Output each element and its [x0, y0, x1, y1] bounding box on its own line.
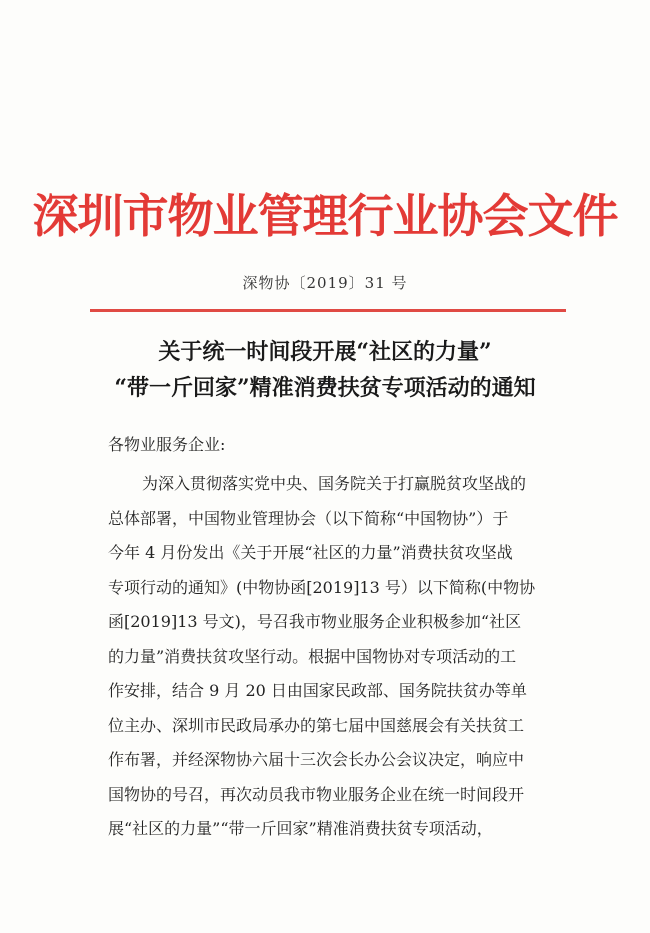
body-line: 为深入贯彻落实党中央、国务院关于打赢脱贫攻坚战的	[142, 474, 527, 493]
body-line: 今年 4 月份发出《关于开展“社区的力量”消费扶贫攻坚战	[108, 543, 513, 562]
body-line: 总体部署，中国物业管理协会（以下简称“中国物协”）于	[108, 508, 509, 528]
body-line: 作布署，并经深物协六届十三次会长办公会议决定，响应中	[108, 750, 525, 769]
body-text	[108, 467, 568, 847]
body-line: 的力量”消费扶贫攻坚行动。根据中国物协对专项活动的工	[108, 646, 517, 666]
red-divider-line	[90, 309, 566, 312]
body-line: 函[2019]13 号文)，号召我市物业服务企业积极参加“社区	[108, 612, 522, 631]
notice-title-line-2: “带一斤回家”精准消费扶贫专项活动的通知	[114, 375, 536, 401]
body-line: 位主办、深圳市民政局承办的第七届中国慈展会有关扶贫工	[108, 715, 525, 735]
body-line: 作安排，结合 9 月 20 日由国家民政部、国务院扶贫办等单	[108, 681, 527, 700]
notice-title-line-1: 关于统一时间段开展“社区的力量”	[158, 339, 492, 365]
document-number: 深物协〔2019〕31 号	[242, 274, 408, 292]
body-line: 展“社区的力量”“带一斤回家”精准消费扶贫专项活动，	[108, 819, 493, 838]
org-header-title: 深圳市物业管理行业协会文件	[32, 189, 618, 243]
salutation: 各物业服务企业:	[108, 435, 226, 454]
body-line: 国物协的号召，再次动员我市物业服务企业在统一时间段开	[108, 784, 525, 804]
body-line: 专项行动的通知》(中物协函[2019]13 号）以下简称(中物协	[108, 577, 536, 597]
